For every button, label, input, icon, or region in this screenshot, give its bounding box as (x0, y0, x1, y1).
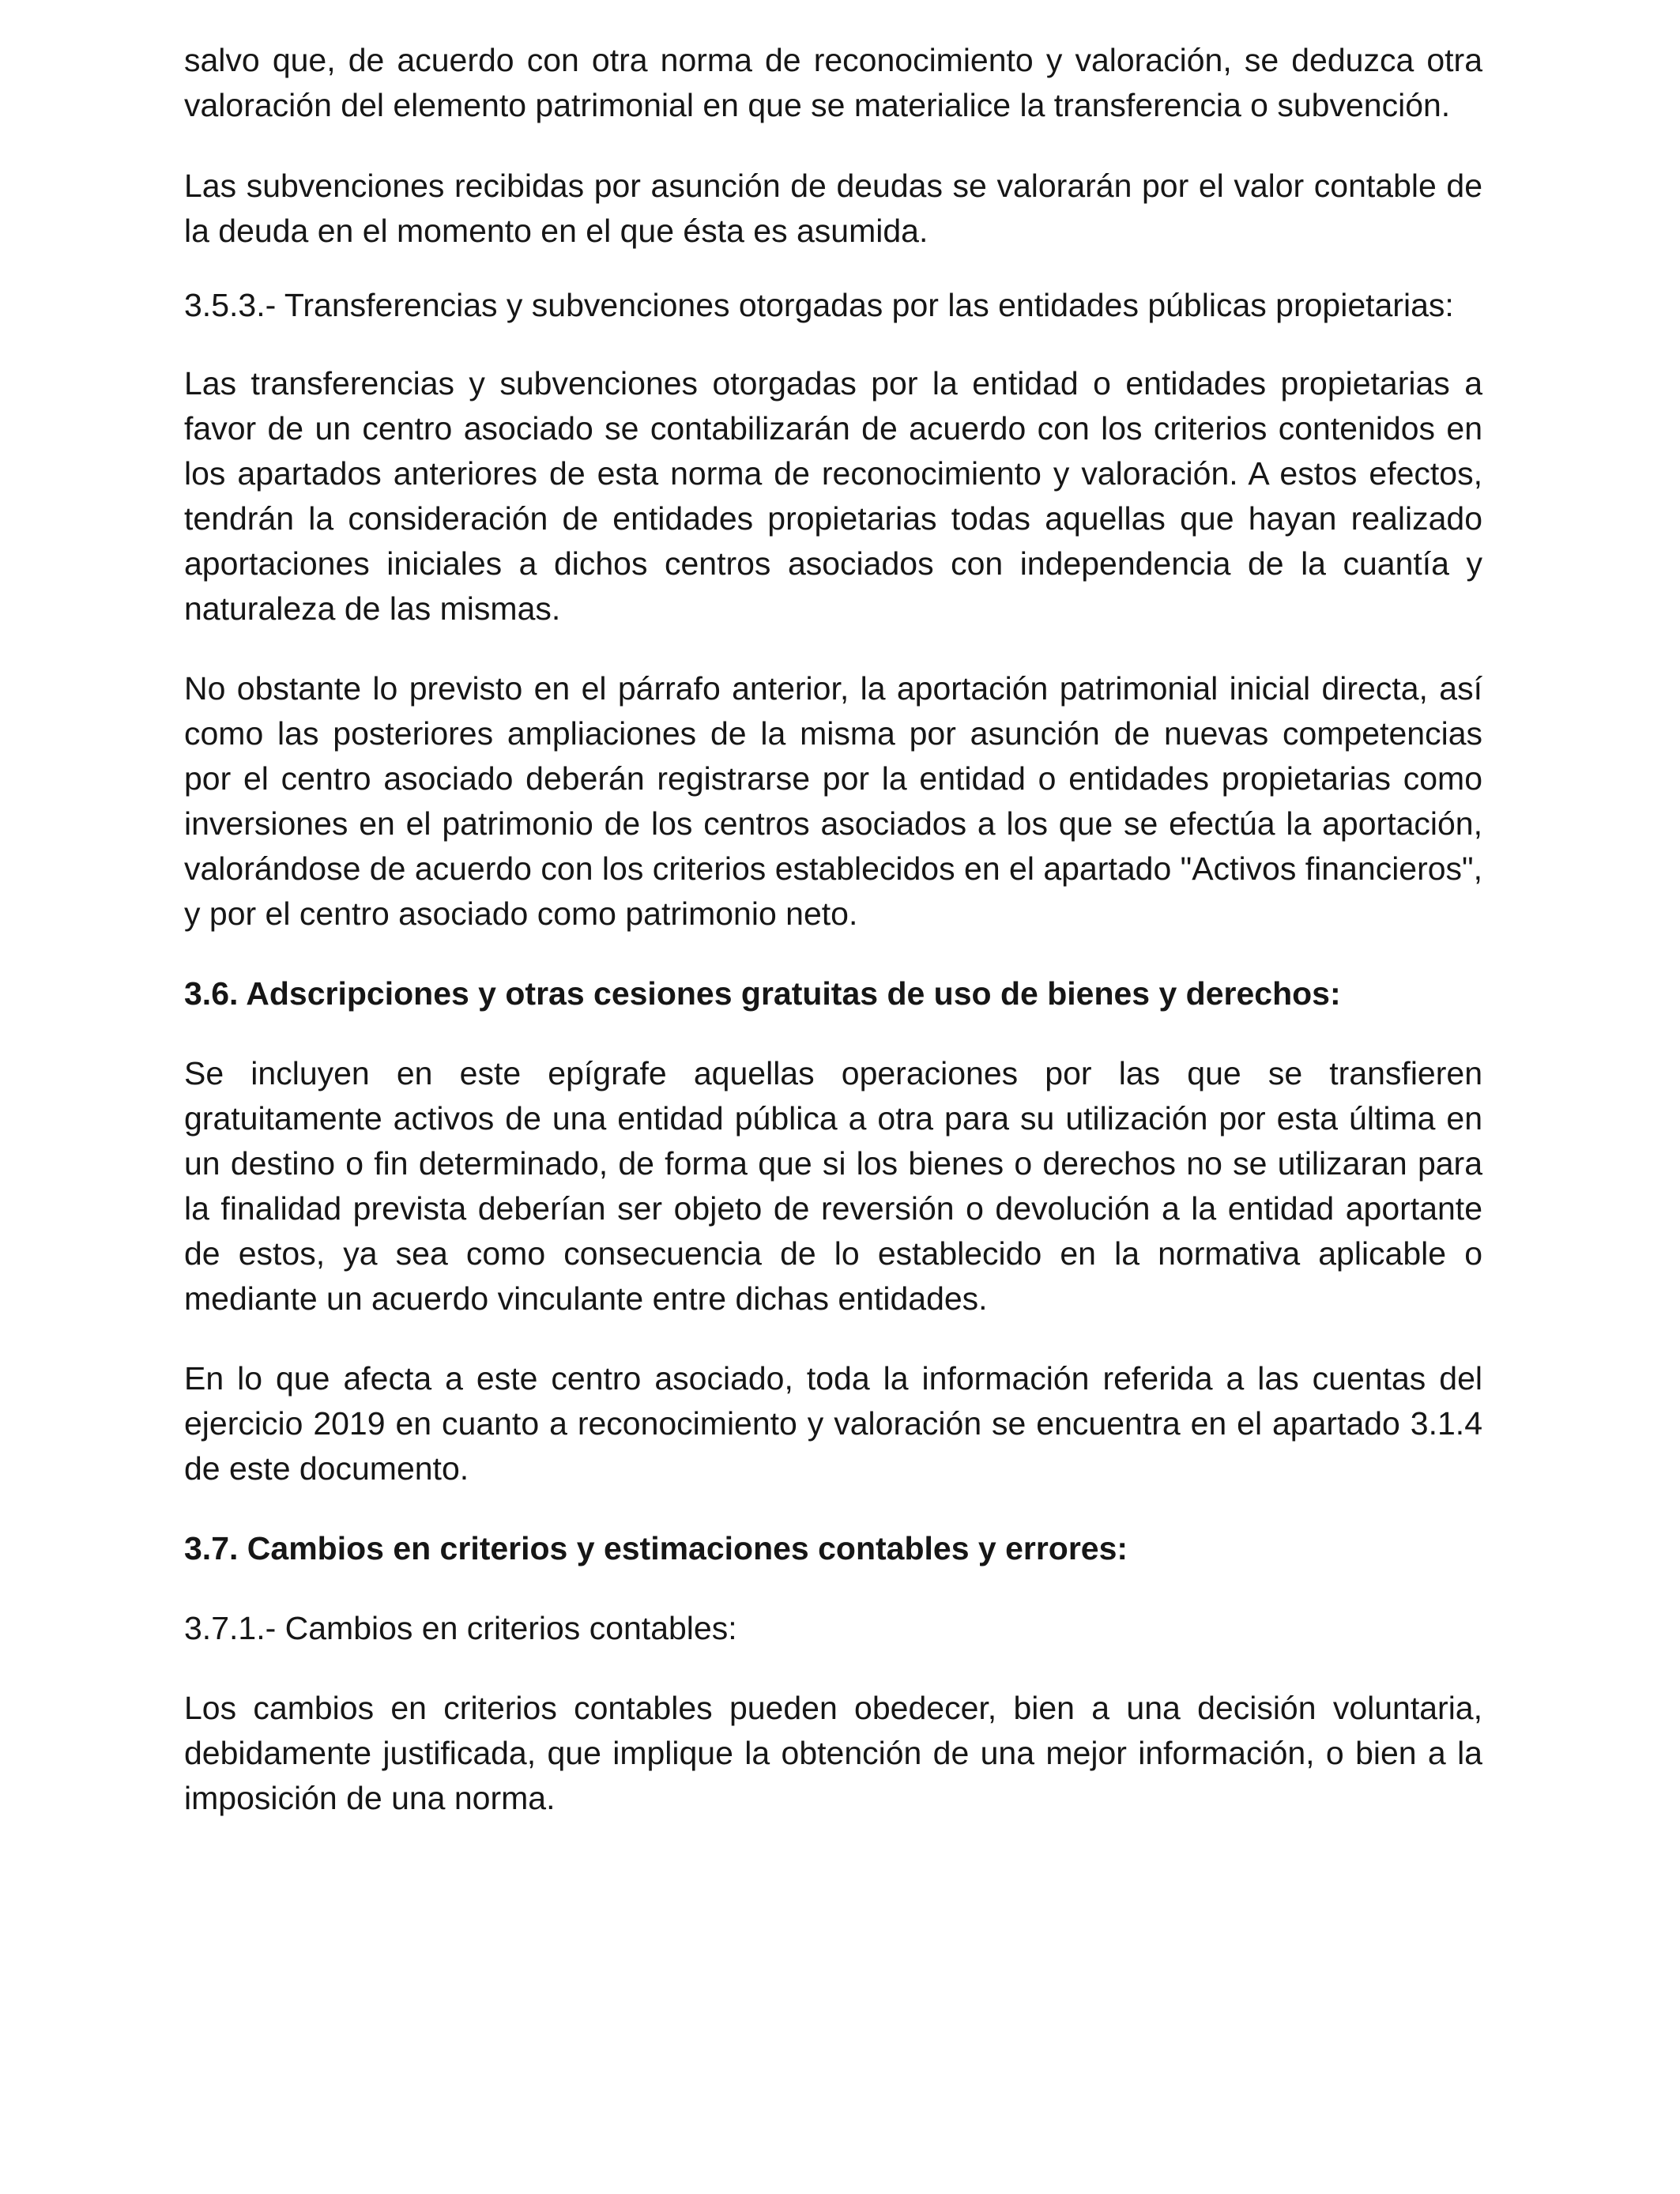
document-page (184, 38, 1482, 1821)
subsection-title-3-7-1: 3.7.1.- Cambios en criterios contables: (184, 1610, 737, 1646)
section-heading-3-7: 3.7. Cambios en criterios y estimaciones contables y errores: (184, 1530, 1128, 1566)
paragraph-cambios-criterios: Los cambios en criterios contables pueden obedecer, bien a una decisión voluntaria, debidamente justificada, que implique la obtención de una mejor información, o bien a la imposición de una norma. (184, 1690, 1482, 1816)
paragraph-aportacion-patrimonial: No obstante lo previsto en el párrafo anterior, la aportación patrimonial inicial directa, así como las posteriores ampliaciones de la misma por asunción de nuevas competencias por el centro asociado deberán registrarse por la entidad o entidades propietarias como inversiones en el patrimonio de los centros asociados a los que se efectúa la aportación, valorándose de acuerdo con los criterios establecidos en el apartado "Activos financieros", y por el centro asociado como patrimonio neto. (184, 670, 1482, 932)
subsection-title-3-5-3: 3.5.3.- Transferencias y subvenciones otorgadas por las entidades públicas propietarias: (184, 287, 1454, 323)
paragraph-entidades-propietarias: Las transferencias y subvenciones otorgadas por la entidad o entidades propietarias a favor de un centro asociado se contabilizarán de acuerdo con los criterios contenidos en los apartados anteriores de esta norma de reconocimiento y valoración. A estos efectos, tendrán la consideración de entidades propietarias todas aquellas que hayan realizado aportaciones iniciales a dichos centros asociados con independencia de la cuantía y naturaleza de las mismas. (184, 365, 1482, 627)
paragraph-centro-asociado: En lo que afecta a este centro asociado, toda la información referida a las cuentas del ejercicio 2019 en cuanto a reconocimiento y valoración se encuentra en el apartado 3.1.4 de este documento. (184, 1360, 1482, 1487)
paragraph-adscripciones: Se incluyen en este epígrafe aquellas operaciones por las que se transfieren gratuitamente activos de una entidad pública a otra para su utilización por esta última en un destino o fin determinado, de forma que si los bienes o derechos no se utilizaran para la finalidad prevista deberían ser objeto de reversión o devolución a la entidad aportante de estos, ya sea como consecuencia de lo establecido en la normativa aplicable o mediante un acuerdo vinculante entre dichas entidades. (184, 1055, 1482, 1317)
section-heading-3-6: 3.6. Adscripciones y otras cesiones gratuitas de uso de bienes y derechos: (184, 975, 1341, 1012)
paragraph-valoracion-subvencion: salvo que, de acuerdo con otra norma de reconocimiento y valoración, se deduzca otra valoración del elemento patrimonial en que se materialice la transferencia o subvención. (184, 42, 1482, 123)
paragraph-asuncion-deudas: Las subvenciones recibidas por asunción de deudas se valorarán por el valor contable de la deuda en el momento en el que ésta es asumida. (184, 168, 1482, 249)
